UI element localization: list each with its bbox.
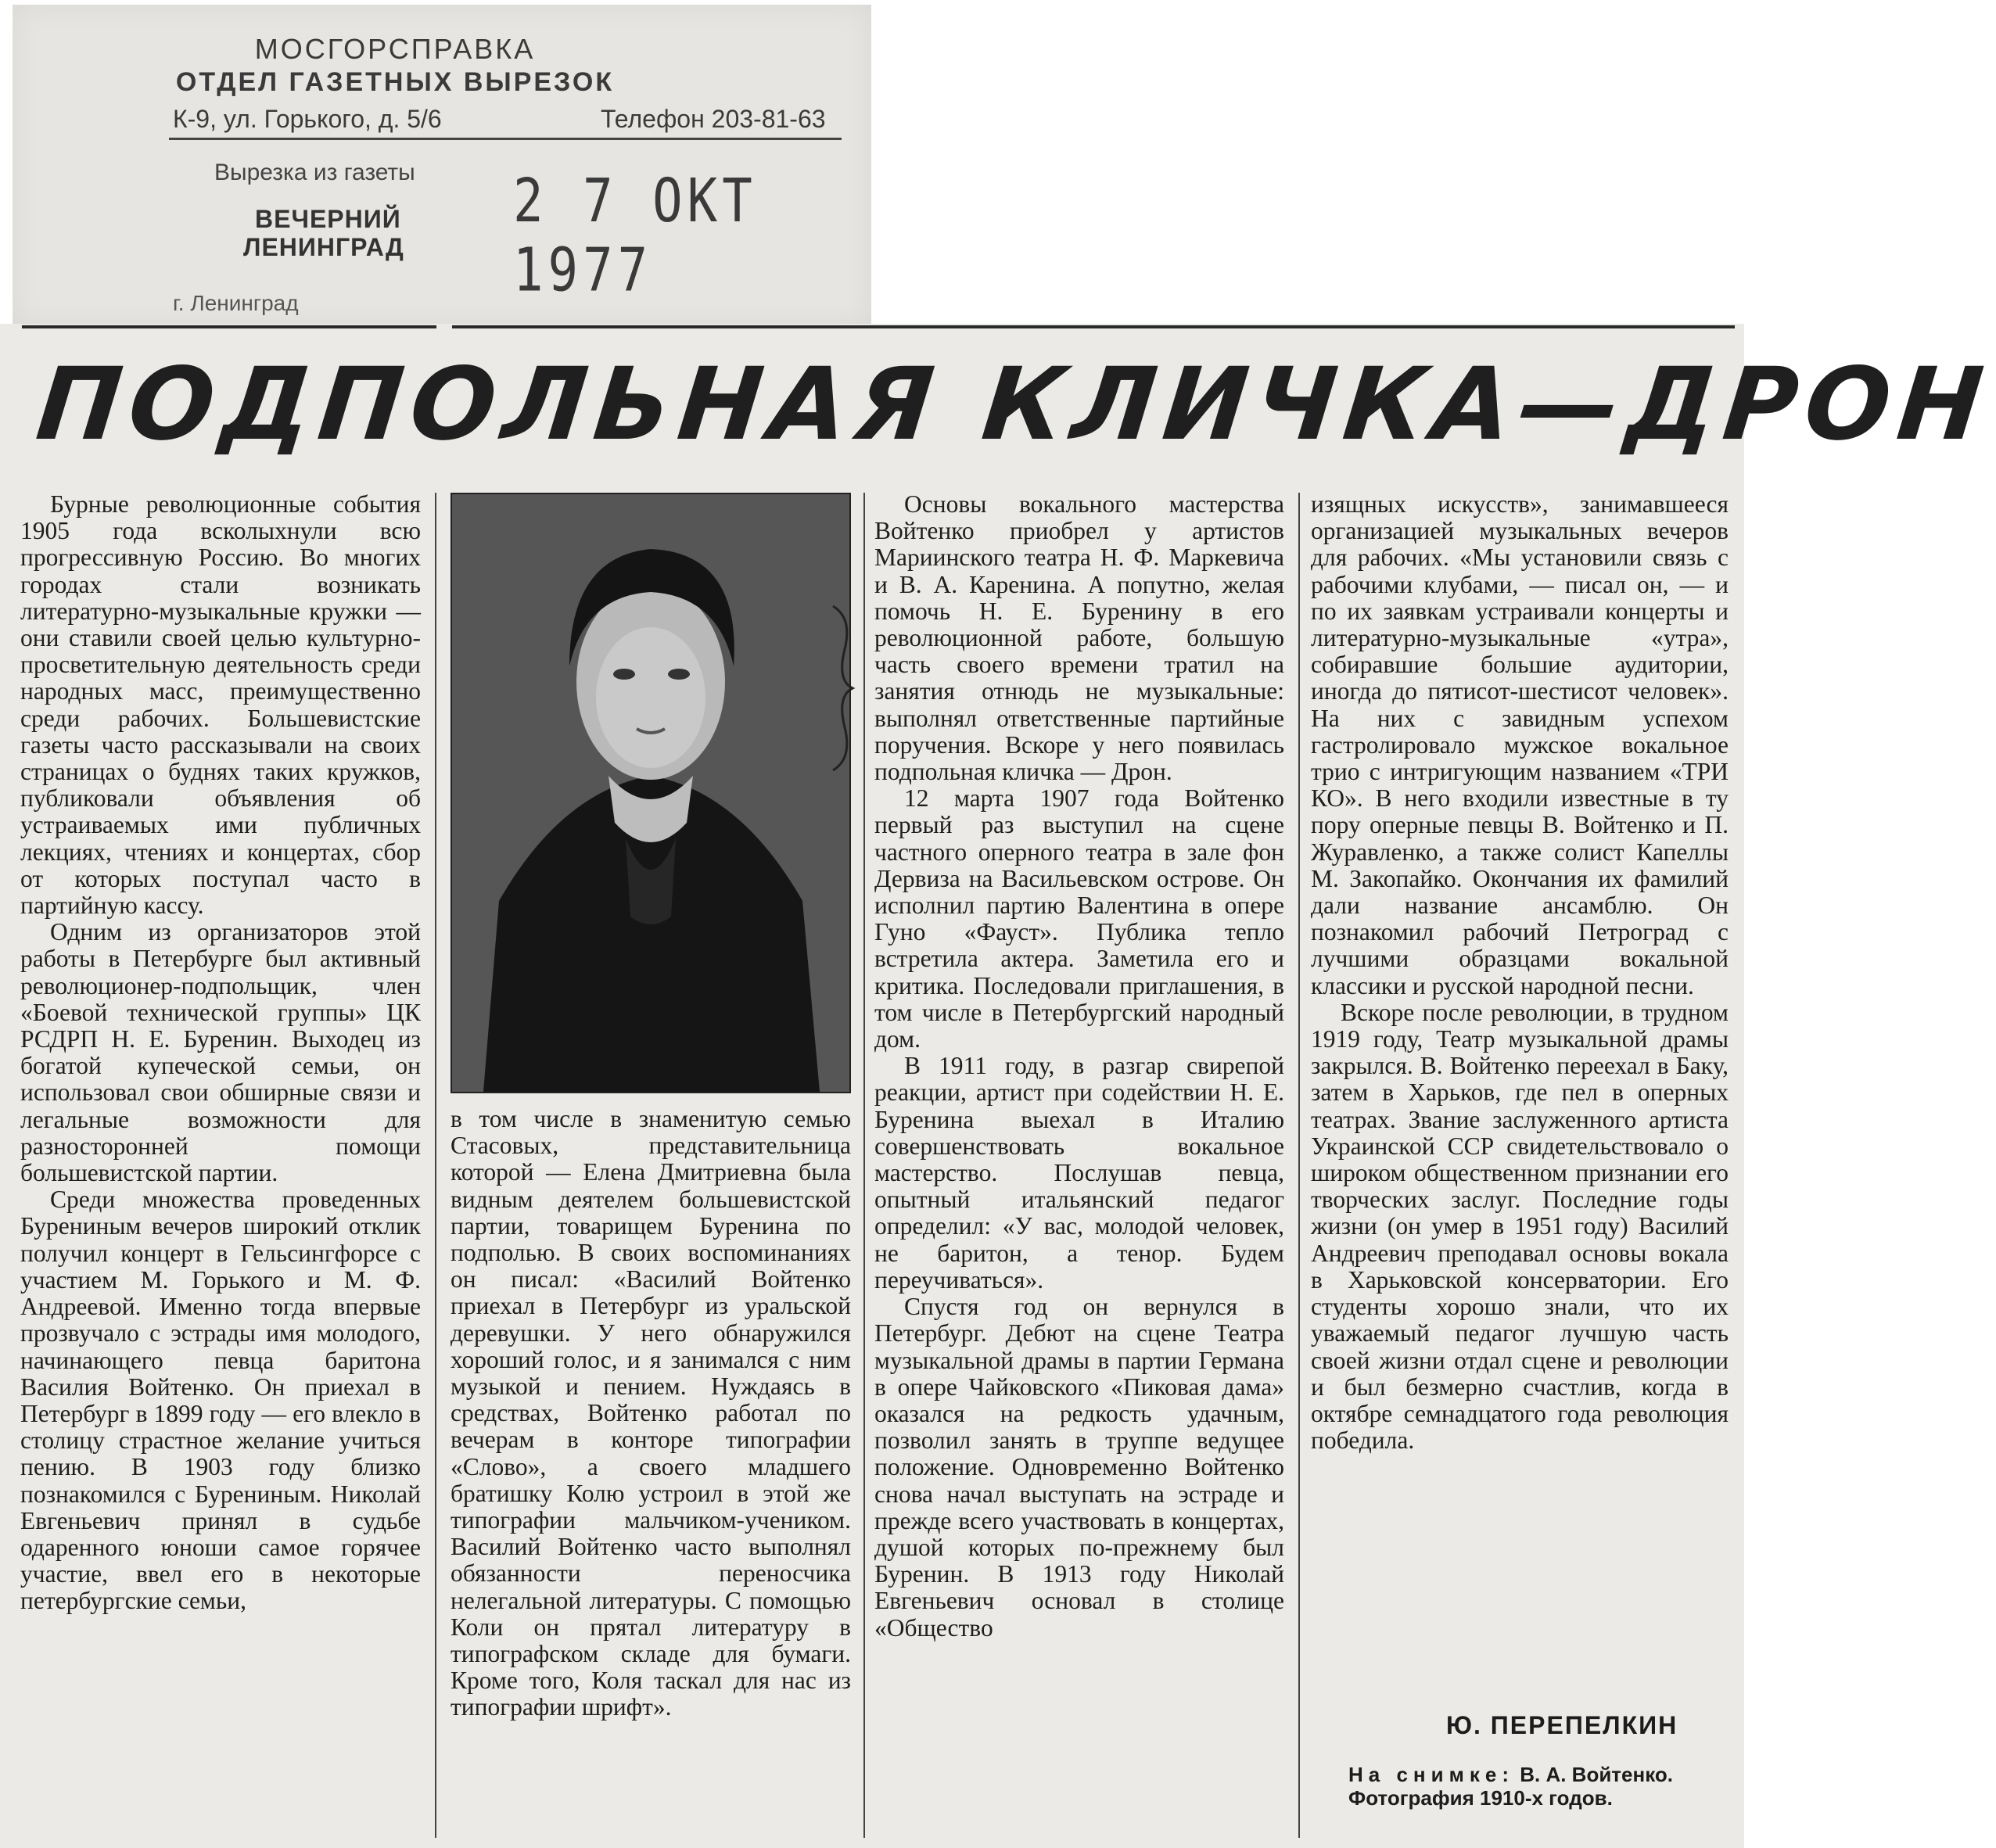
date-stamp: 2 7 ОКТ 1977	[513, 167, 757, 306]
newspaper-city: г. Ленинград	[173, 291, 299, 315]
portrait-illustration	[452, 494, 849, 1092]
agency-address: К-9, ул. Горького, д. 5/6	[173, 105, 442, 133]
photo-caption-text: В. А. Войтенко. Фотография 1910-х годов.	[1348, 1763, 1673, 1810]
col4-paragraph-2: Вскоре после революции, в трудном 1919 году, Театр музыкальной драмы закрылся. В. Войтенко переехал в Баку, затем в Харьков, где пел в оперных театрах. Звание заслуженного артиста Украинской ССР свидетельствовало о широком общественном признании его творческих заслуг. Последние годы жизни (он умер в 1951 году) Василий Андреевич преподавал основы вокала в Харьковской консерватории. Его студенты хорошо знали, что их уважаемый педагог лучшую часть своей жизни отдал сцене и революции и был безмерно счастлив, когда в октябре семнадцатого года революция победила.	[1311, 998, 1729, 1455]
article-headline: ПОДПОЛЬНАЯ КЛИЧКА—ДРОН	[31, 346, 1996, 463]
clipping-stamp	[13, 5, 871, 327]
col2-paragraph-1: в том числе в знаменитую семью Стасовых, представительница которой — Елена Дмитриевна была видным деятелем большевистской партии, товарищем Буренина по подполью. В своих воспоминаниях он писал: «Василий Войтенко приехал в Петербург из уральской деревушки. У него обнаружился хороший голос, и я занимался с ним музыкой и пением. Нуждаясь в средствах, Войтенко работал по вечерам в конторе типографии «Слово», а своего младшего братишку Колю устроил в этой же типографии мальчиком-учеником. Василий Войтенко часто выполнял обязанности переносчика нелегальной литературы. С помощью Коли он прятал литературу в типографском складе для бумаги. Кроме того, Коля таскал для нас из типографии шрифт».	[451, 1105, 851, 1721]
col3-paragraph-4: Спустя год он вернулся в Петербург. Дебют на сцене Театра музыкальной драмы в партии Германа в опере Чайковского «Пиковая дама» оказался на редкость удачным, позволил занять в труппе ведущее положение. Одновременно Войтенко снова начал выступать на эстраде и прежде всего участвовать в концертах, душой которых по-прежнему был Буренин. В 1913 году Николай Евгеньевич основал в столице «Общество	[874, 1293, 1284, 1642]
column-divider-3	[1298, 493, 1300, 1838]
clipping-from-label: Вырезка из газеты	[214, 160, 415, 185]
article-column-2	[451, 1106, 851, 1836]
col3-paragraph-1: Основы вокального мастерства Войтенко приобрел у артистов Мариинского театра Н. Ф. Маркевича и В. А. Каренина. А попутно, желая помочь Н. Е. Буренину в его революционной работе, большую часть своего времени тратил на занятия отнюдь не музыкальные: выполнял ответственные партийные поручения. Вскоре у него появилась подпольная кличка — Дрон.	[874, 490, 1284, 786]
agency-phone: Телефон 203-81-63	[601, 105, 826, 133]
col1-paragraph-2: Одним из организаторов этой работы в Петербурге был активный революционер-подпольщик, член «Боевой технической группы» ЦК РСДРП Н. Е. Буренин. Выходец из богатой купеческой семьи, он использовал свои обширные связи и легальные возможности для разносторонней помощи большевистской партии.	[20, 918, 421, 1187]
column-divider-1	[435, 493, 436, 1838]
article-column-3	[874, 491, 1284, 1836]
col1-paragraph-3: Среди множества проведенных Бурениным вечеров широкий отклик получил концерт в Гельсингфорсе с участием М. Горького и М. Ф. Андреевой. Именно тогда впервые прозвучало с эстрады имя молодого, начинающего певца баритона Василия Войтенко. Он приехал в Петербург в 1899 году — его влекло в столицу страстное желание учиться пению. В 1903 году близко познакомился с Бурениным. Николай Евгеньевич принял в судьбе одаренного юноши самое горячее участие, ввел его в некоторые петербургские семьи,	[20, 1186, 421, 1615]
stamp-divider	[169, 138, 842, 140]
col3-paragraph-3: В 1911 году, в разгар свирепой реакции, артист при содействии Н. Е. Буренина выехал в Италию совершенствовать вокальное мастерство. Послушав певца, опытный итальянский педагог определил: «У вас, молодой человек, не баритон, а тенор. Будем переучиваться».	[874, 1052, 1284, 1294]
handwritten-bracket-mark	[829, 602, 860, 774]
header-rule-left	[22, 325, 436, 328]
article-column-4	[1311, 491, 1729, 1705]
col3-paragraph-2: 12 марта 1907 года Войтенко первый раз выступил на сцене частного оперного театра в зале фон Дервиза на Васильевском острове. Он исполнил партию Валентина в опере Гуно «Фауст». Публика тепло встретила актера. Заметила его и критика. Последовали приглашения, в том числе в Петербургский народный дом.	[874, 784, 1284, 1053]
newspaper-name-line1: ВЕЧЕРНИЙ	[255, 205, 401, 233]
col1-paragraph-1: Бурные революционные события 1905 года всколыхнули всю прогрессивную Россию. Во многих городах стали возникать литературно-музыкальные кружки — они ставили своей целью культурно-просветительную деятельность среди народных масс, преимущественно среди рабочих. Большевистские газеты часто рассказывали на своих страницах о буднях таких кружков, публиковали объявления об устраиваемых ими публичных лекциях, чтениях и концертах, сбор от которых поступал часто в партийную кассу.	[20, 490, 421, 920]
agency-name: МОСГОРСПРАВКА	[254, 33, 536, 65]
portrait-photo	[451, 493, 851, 1093]
header-rule-right	[452, 325, 1735, 328]
article-column-1	[20, 491, 421, 1836]
photo-caption-lead: На снимке:	[1348, 1763, 1514, 1786]
newspaper-name-line2: ЛЕНИНГРАД	[243, 233, 404, 261]
photo-caption	[1348, 1763, 1732, 1810]
department-name: ОТДЕЛ ГАЗЕТНЫХ ВЫРЕЗОК	[175, 67, 615, 97]
column-divider-2	[863, 493, 865, 1838]
article-author: Ю. ПЕРЕПЕЛКИН	[1446, 1711, 1678, 1739]
col4-paragraph-1: изящных искусств», занимавшееся организацией музыкальных вечеров для рабочих. «Мы установили связь с рабочими клубами, — писал он, — и по их заявкам устраивали концерты и литературно-музыкальные «утра», собиравшие большие аудитории, иногда до пятисот-шестисот человек». На них с завидным успехом гастролировало мужское вокальное трио с интригующим названием «ТРИ КО». В него входили известные в ту пору оперные певцы В. Войтенко и П. Журавленко, а также солист Капеллы М. Закопайко. Окончания их фамилий дали название ансамблю. Он познакомил рабочий Петроград с лучшими образцами вокальной классики и русской народной песни.	[1311, 490, 1729, 999]
